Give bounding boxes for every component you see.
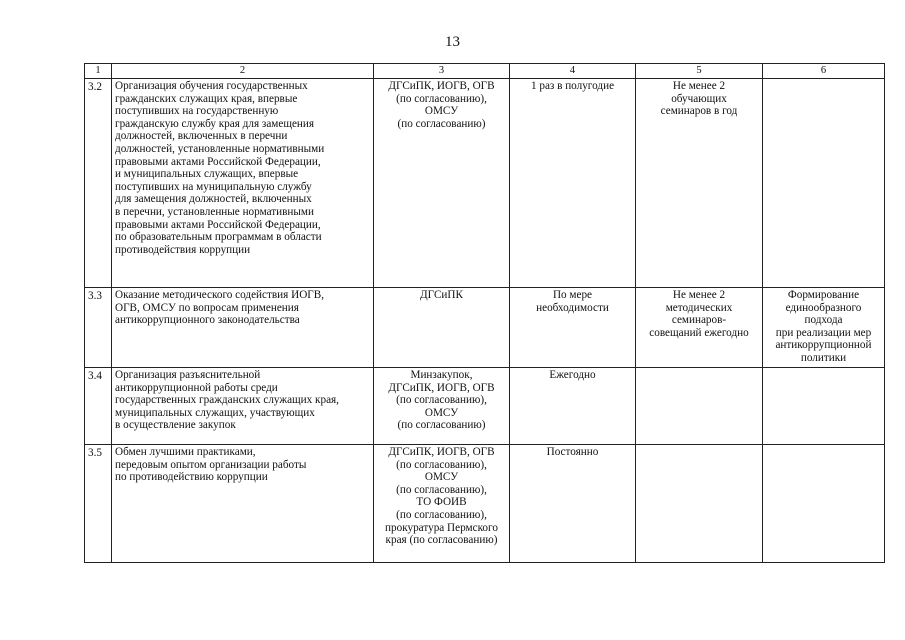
table-row: [85, 368, 885, 445]
executors-line: ТО ФОИВ: [416, 496, 467, 509]
header-cell: 2: [112, 64, 374, 79]
executors-line: прокуратура Пермского: [385, 521, 498, 534]
header-cell: 5: [636, 64, 763, 79]
measure-cell: [112, 79, 374, 288]
page-number: 13: [445, 34, 460, 50]
deadline-line: Постоянно: [546, 446, 599, 458]
result-cell: [763, 368, 885, 445]
indicator-cell: [636, 368, 763, 445]
measure-line: гражданских служащих края, впервые: [115, 92, 298, 105]
measure-line: ОГВ, ОМСУ по вопросам применения: [115, 301, 299, 314]
executors-cell: [374, 368, 510, 445]
executors-cell: [374, 288, 510, 368]
deadline-cell: [510, 288, 636, 368]
measure-line: и муниципальных служащих, впервые: [115, 168, 299, 181]
table-row: [85, 79, 885, 288]
measure-line: правовыми актами Российской Федерации,: [115, 155, 321, 168]
indicator-cell: [636, 79, 763, 288]
result-cell: [763, 445, 885, 563]
row-number: 3.3: [85, 288, 112, 368]
deadline-line: Ежегодно: [549, 369, 596, 381]
measure-line: для замещения должностей, включенных: [115, 193, 312, 206]
executors-line: ДГСиПК, ИОГВ, ОГВ: [388, 80, 495, 92]
measure-line: Обмен лучшими практиками,: [115, 446, 256, 458]
indicator-line: методических: [665, 301, 733, 314]
measure-line: в перечни, установленные нормативными: [115, 205, 314, 218]
deadline-line: По мере: [552, 289, 593, 301]
measure-cell: [112, 445, 374, 563]
executors-line: ДГСиПК: [420, 289, 463, 301]
measure-line: Организация обучения государственных: [115, 80, 308, 92]
executors-line: (по согласованию),: [396, 458, 487, 471]
measure-line: поступивших на муниципальную службу: [115, 180, 312, 193]
executors-line: ДГСиПК, ИОГВ, ОГВ: [388, 381, 495, 394]
deadline-cell: [510, 368, 636, 445]
indicator-cell: [636, 445, 763, 563]
measures-table: [84, 63, 885, 563]
result-cell: [763, 288, 885, 368]
indicator-line: Не менее 2: [672, 80, 726, 92]
executors-line: ОМСУ: [424, 471, 459, 484]
header-cell: 1: [85, 64, 112, 79]
measure-line: антикоррупционного законодательства: [115, 314, 300, 327]
indicator-cell: [636, 288, 763, 368]
result-line: антикоррупционной: [775, 339, 872, 352]
result-line: политики: [800, 351, 847, 364]
measure-line: противодействия коррупции: [115, 243, 251, 256]
row-number: 3.2: [85, 79, 112, 288]
measure-line: поступивших на государственную: [115, 105, 279, 118]
result-line: Формирование: [787, 289, 860, 301]
executors-line: (по согласованию),: [396, 483, 487, 496]
indicator-line: семинаров в год: [660, 105, 738, 118]
result-cell: [763, 79, 885, 288]
measure-line: государственных гражданских служащих края,: [115, 394, 339, 407]
deadline-line: необходимости: [536, 301, 609, 314]
header-row: [85, 64, 885, 79]
result-line: при реализации мер: [775, 326, 872, 339]
indicator-line: обучающих: [671, 92, 727, 105]
table-row: [85, 445, 885, 563]
deadline-cell: [510, 445, 636, 563]
indicator-line: совещаний ежегодно: [649, 326, 749, 339]
indicator-line: семинаров-: [671, 314, 727, 327]
executors-cell: [374, 445, 510, 563]
header-cell: 4: [510, 64, 636, 79]
measure-cell: [112, 368, 374, 445]
executors-line: (по согласованию): [397, 117, 486, 130]
executors-line: ОМСУ: [424, 406, 459, 419]
executors-cell: [374, 79, 510, 288]
deadline-cell: [510, 79, 636, 288]
deadline-line: 1 раз в полугодие: [530, 80, 615, 92]
executors-line: (по согласованию),: [396, 92, 487, 105]
row-number: 3.5: [85, 445, 112, 563]
table-row: [85, 288, 885, 368]
measure-line: Организация разъяснительной: [115, 369, 261, 381]
result-line: единообразного: [785, 301, 862, 314]
measure-line: передовым опытом организации работы: [115, 458, 307, 471]
executors-line: ОМСУ: [424, 105, 459, 118]
executors-line: края (по согласованию): [385, 534, 498, 547]
row-number: 3.4: [85, 368, 112, 445]
executors-line: (по согласованию),: [396, 394, 487, 407]
measure-line: по противодействию коррупции: [115, 471, 268, 484]
measure-cell: [112, 288, 374, 368]
executors-line: (по согласованию): [397, 419, 486, 432]
measure-line: должностей, включенных в перечни: [115, 130, 288, 143]
measure-line: по образовательным программам в области: [115, 231, 322, 244]
measure-line: Оказание методического содействия ИОГВ,: [115, 289, 324, 301]
indicator-line: Не менее 2: [672, 289, 726, 301]
measure-line: должностей, установленные нормативными: [115, 142, 325, 155]
measure-line: в осуществление закупок: [115, 419, 236, 432]
measure-line: муниципальных служащих, участвующих: [115, 406, 315, 419]
measure-line: гражданскую службу края для замещения: [115, 117, 315, 130]
result-line: подхода: [804, 314, 843, 327]
header-cell: 6: [763, 64, 885, 79]
measure-line: правовыми актами Российской Федерации,: [115, 218, 321, 231]
header-cell: 3: [374, 64, 510, 79]
executors-line: Минзакупок,: [410, 369, 473, 381]
measure-line: антикоррупционной работы среди: [115, 381, 278, 394]
executors-line: (по согласованию),: [396, 508, 487, 521]
executors-line: ДГСиПК, ИОГВ, ОГВ: [388, 446, 495, 458]
